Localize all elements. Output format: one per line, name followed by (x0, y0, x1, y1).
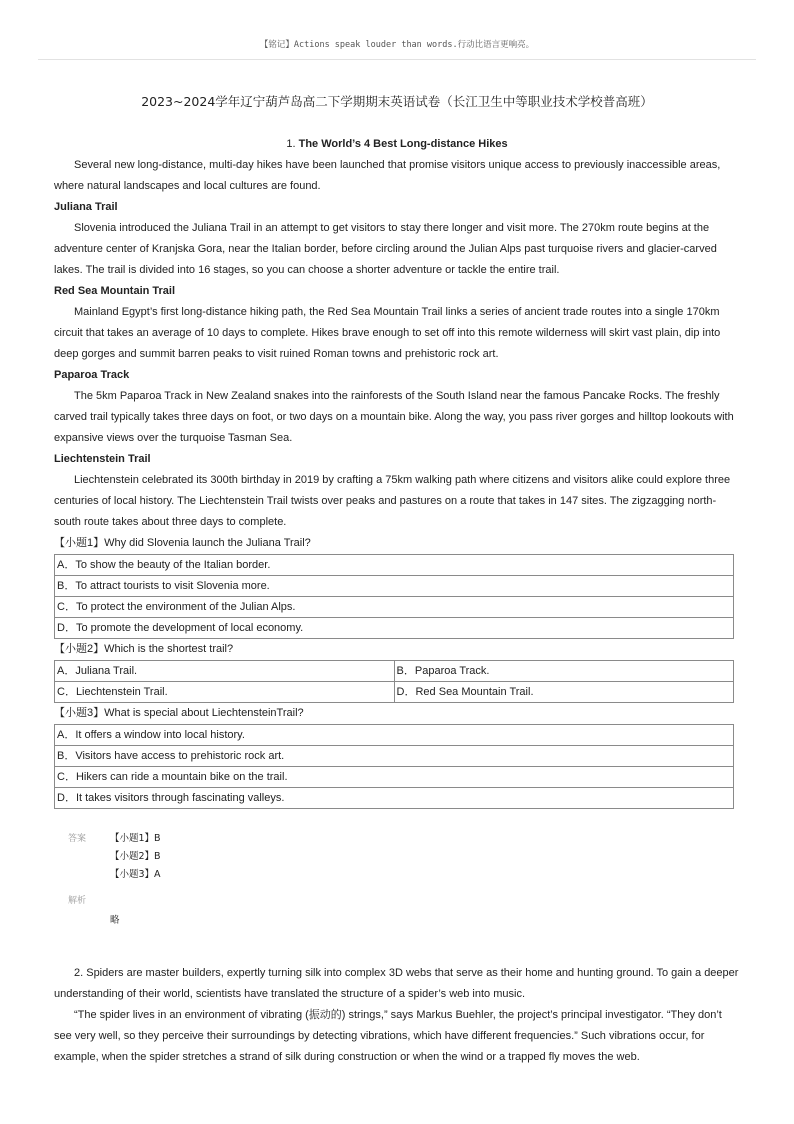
question-1-title (54, 134, 740, 155)
answer-block (68, 830, 668, 930)
section-text-paparoa: The 5km Paparoa Track in New Zealand snakes into the rainforests of the South Island near the famous Pancake Rocks. The freshly carved trail typically takes three days on foot, or two days on a mountain bike. Along the way, you pass river gorges and hilltop lookouts with expansive views over the turquoise Tasman Sea. (54, 390, 734, 444)
analysis-label: 解析 (68, 896, 87, 906)
answer-3: 【小题3】A (110, 869, 161, 880)
section-text-liechtenstein: Liechtenstein celebrated its 300th birthday in 2019 by crafting a 75km walking path where citizens and visitors alike could explore three centuries of local history. The Liechtenstein Trail twists over peaks and pastures on a route that takes in 147 sites. The zigzagging north-south route takes about three days to complete. (54, 474, 731, 528)
header-divider (38, 59, 756, 60)
answer-1: 【小题1】B (110, 833, 161, 844)
option-c[interactable]: C．To protect the environment of the Julian Alps. (55, 597, 734, 618)
section-text-juliana: Slovenia introduced the Juliana Trail in an attempt to get visitors to stay there longer and visit more. The 270km route begins at the adventure center of Kranjska Gora, near the Italian border, before circling around the Julian Alps past turquoise rivers and glacier-carved lakes. The trail is divided into 16 stages, so you can choose a shorter adventure or tackle the entire trail. (54, 222, 717, 276)
sub-question-1-prompt: 【小题1】Why did Slovenia launch the Juliana Trail? (54, 537, 311, 549)
section-heading-juliana: Juliana Trail (54, 201, 118, 213)
passage-title: The World’s 4 Best Long-distance Hikes (298, 138, 508, 150)
analysis-text: 略 (110, 915, 120, 926)
section-text-red-sea: Mainland Egypt’s first long-distance hiking path, the Red Sea Mountain Trail links a series of ancient trade routes into a single 170km circuit that takes an average of 10 days to complete. Hikes brave enough to set off into this remote wilderness will skirt vast plain, dip into deep gorges and summit barren peaks to visit ruined Roman towns and prehistoric rock art. (54, 306, 721, 360)
option-a[interactable]: A．To show the beauty of the Italian border. (55, 555, 734, 576)
answer-label: 答案 (68, 834, 87, 844)
option-a[interactable]: A．It offers a window into local history. (55, 725, 734, 746)
section-heading-red-sea: Red Sea Mountain Trail (54, 285, 176, 297)
option-d[interactable]: D．To promote the development of local economy. (55, 618, 734, 639)
option-d[interactable]: D．It takes visitors through fascinating valleys. (55, 788, 734, 809)
answer-row (68, 830, 668, 848)
section-heading-paparoa: Paparoa Track (54, 369, 130, 381)
question-1 (54, 134, 740, 809)
question-2-paragraph-2: “The spider lives in an environment of vibrating (振动的) strings,” says Markus Buehler, the project’s principal investigator. “They don’t see very well, so they perceive their surroundings by detecting vibrations, which have different frequencies.” Such vibrations occur, for example, when the spider stretches a strand of silk during construction or when the wind or a trapped fly moves the web. (54, 1009, 722, 1063)
option-d[interactable]: D．Red Sea Mountain Trail. (394, 682, 733, 703)
exam-title: 2023~2024学年辽宁葫芦岛高二下学期期末英语试卷（长江卫生中等职业技术学校普高班） (141, 94, 653, 109)
option-b[interactable]: B．To attract tourists to visit Slovenia more. (55, 576, 734, 597)
section-heading-liechtenstein: Liechtenstein Trail (54, 453, 151, 465)
option-b[interactable]: B．Paparoa Track. (394, 661, 733, 682)
answer-2: 【小题2】B (110, 851, 161, 862)
analysis-row (68, 892, 668, 910)
sub-question-3-options (54, 724, 734, 809)
question-2-paragraph-1: 2. Spiders are master builders, expertly turning silk into complex 3D webs that serve as their home and hunting ground. To gain a deeper understanding of their world, scientists have translated the structure of a spider’s web into music. (54, 967, 739, 1000)
sub-question-1-options (54, 554, 734, 639)
sub-question-2-prompt: 【小题2】Which is the shortest trail? (54, 643, 234, 655)
question-number: 1. (286, 138, 296, 150)
option-a[interactable]: A．Juliana Trail. (55, 661, 395, 682)
passage-intro: Several new long-distance, multi-day hikes have been launched that promise visitors unique access to previously inaccessible areas, where natural landscapes and local cultures are found. (54, 159, 721, 192)
option-c[interactable]: C．Liechtenstein Trail. (55, 682, 395, 703)
header-motto: 【铭记】Actions speak louder than words.行动比语言更响亮。 (259, 40, 535, 50)
option-c[interactable]: C．Hikers can ride a mountain bike on the trail. (55, 767, 734, 788)
sub-question-3-prompt: 【小题3】What is special about LiechtensteinTrail? (54, 707, 304, 719)
question-2 (54, 963, 740, 1068)
option-b[interactable]: B．Visitors have access to prehistoric rock art. (55, 746, 734, 767)
sub-question-2-options (54, 660, 734, 703)
